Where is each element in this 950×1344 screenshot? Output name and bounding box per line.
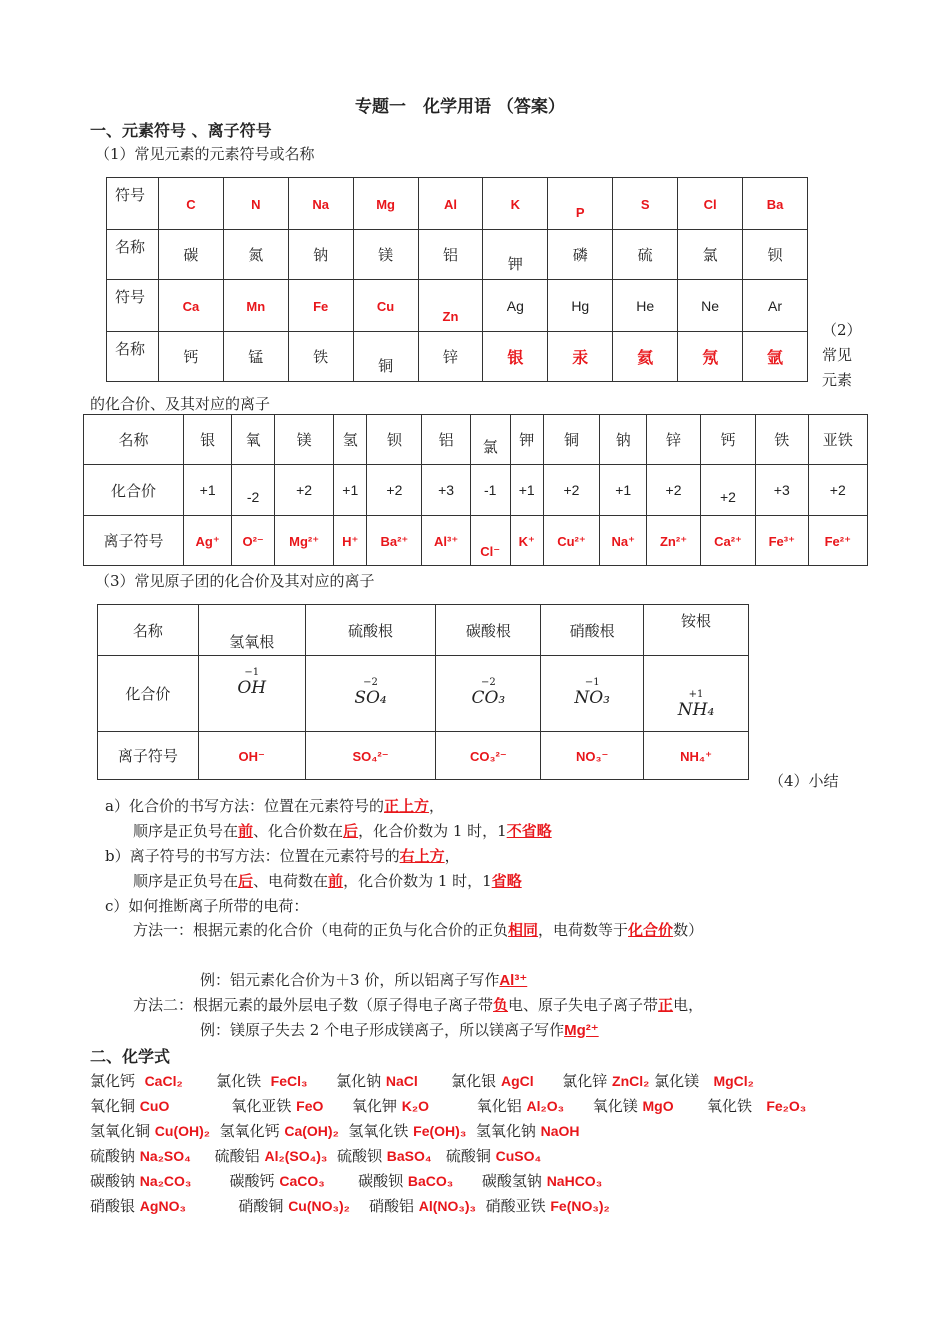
- compound-formula: AgNO₃: [139, 1198, 186, 1214]
- summary-a1: a）化合价的书写方法：位置在元素符号的正上方，: [105, 797, 444, 815]
- valence-formula: CO₃: [471, 688, 506, 708]
- compound-name: 氧化钾: [352, 1097, 398, 1115]
- answer-blank: 化合价: [628, 922, 674, 939]
- table-row: [107, 280, 808, 332]
- element-symbol: N: [251, 196, 261, 212]
- table-cell: +2: [647, 465, 701, 516]
- summary-text: 电，: [673, 996, 704, 1014]
- element-symbol: Ne: [678, 280, 743, 332]
- answer-blank: 正: [658, 997, 674, 1014]
- element-symbol: K: [510, 196, 521, 212]
- part2-continue: 的化合价、及其对应的离子: [90, 395, 271, 413]
- summary-text: 方法二：根据元素的最外层电子数（原子得电子离子带: [133, 996, 494, 1014]
- table-cell: 铝: [422, 415, 470, 465]
- element-name: 碳: [158, 230, 223, 280]
- table-row: [84, 465, 868, 516]
- element-name: 氖: [702, 350, 719, 367]
- ion-symbol: Na⁺: [611, 533, 635, 549]
- compound-name: 硝酸亚铁: [485, 1197, 546, 1215]
- compound-formula: Fe₂O₃: [766, 1098, 807, 1114]
- compound-formula: BaSO₄: [386, 1148, 432, 1164]
- element-symbol: Ag: [483, 280, 548, 332]
- element-name: 氩: [767, 350, 784, 367]
- valence-formula: NH₄: [677, 700, 715, 720]
- table-cell: +2: [274, 465, 333, 516]
- element-symbol: Cu: [376, 298, 395, 314]
- table-row: [84, 516, 868, 566]
- compound-formula: Al₂(SO₄)₃: [264, 1148, 328, 1164]
- compound-formula: CaCO₃: [279, 1173, 325, 1189]
- compound-name: 氢氧化钙: [219, 1122, 280, 1140]
- ion-symbol: O²⁻: [242, 533, 264, 549]
- answer-blank: 后: [343, 823, 359, 840]
- element-name: 镁: [353, 230, 418, 280]
- compound-formula: CaCl₂: [144, 1073, 183, 1089]
- compound-name: 硫酸钡: [336, 1147, 382, 1165]
- summary-b1: b）离子符号的书写方法：位置在元素符号的右上方，: [105, 847, 460, 865]
- section1-heading: 一、元素符号 、离子符号: [90, 121, 272, 140]
- formula-row: [90, 1095, 806, 1116]
- summary-a2: [133, 820, 552, 841]
- formula-row: [90, 1145, 541, 1166]
- part2-side-label: （2）常见元素: [822, 321, 862, 389]
- element-name: 氮: [223, 230, 288, 280]
- ion-symbol: Al³⁺: [433, 533, 459, 549]
- compound-name: 氯化钙: [90, 1072, 136, 1090]
- table-row: [98, 605, 749, 656]
- summary-text: 顺序是正负号在: [133, 822, 239, 840]
- valence-formula: OH: [237, 678, 267, 698]
- table-cell: 钡: [367, 415, 422, 465]
- compound-name: 氧化镁: [592, 1097, 638, 1115]
- element-symbol: Hg: [548, 280, 613, 332]
- ion-symbol: H⁺: [342, 533, 359, 549]
- element-symbol: Fe: [313, 298, 329, 314]
- element-name: 硫: [613, 230, 678, 280]
- table-cell: 铜: [543, 415, 600, 465]
- ion-symbol: NH₄⁺: [680, 748, 712, 764]
- compound-name: 氢氧化铁: [348, 1122, 409, 1140]
- table-cell: 氢氧根: [198, 605, 305, 656]
- part4-heading: （4）小结: [769, 772, 839, 790]
- table-cell: 锌: [647, 415, 701, 465]
- answer-blank: 省略: [491, 873, 522, 890]
- ion-symbol: SO₄²⁻: [352, 748, 389, 764]
- element-symbol: C: [186, 196, 196, 212]
- summary-text: b）离子符号的书写方法：位置在元素符号的: [105, 847, 400, 865]
- table-cell: 硫酸根: [305, 605, 436, 656]
- compound-formula: FeO: [296, 1098, 324, 1114]
- table-cell: 氢: [334, 415, 367, 465]
- table-cell: 钾: [510, 415, 543, 465]
- compound-name: 碳酸氢钠: [481, 1172, 542, 1190]
- valence-cell: [436, 656, 541, 732]
- valence-table: [83, 414, 868, 566]
- compound-formula: Ca(OH)₂: [284, 1123, 339, 1139]
- table-cell: +1: [510, 465, 543, 516]
- valence-mark: +1: [688, 689, 704, 700]
- compound-name: 氢氧化钠: [475, 1122, 536, 1140]
- valence-mark: −2: [480, 677, 496, 688]
- ion-symbol: Cl⁻: [480, 543, 501, 559]
- valence-formula: SO₄: [354, 688, 387, 708]
- answer-blank: 不省略: [506, 823, 552, 840]
- table-cell: +2: [543, 465, 600, 516]
- answer-blank: Al³⁺: [499, 972, 528, 989]
- compound-name: 氧化铁: [707, 1097, 753, 1115]
- row-label: 名称: [107, 230, 159, 280]
- summary-text: 、电荷数在: [253, 872, 329, 890]
- element-name: 钡: [743, 230, 808, 280]
- header-valence: 化合价: [84, 465, 184, 516]
- compound-formula: Na₂SO₄: [139, 1148, 191, 1164]
- header-valence: 化合价: [98, 656, 199, 732]
- section2-heading: 二、化学式: [90, 1047, 171, 1066]
- element-name: 氦: [637, 350, 654, 367]
- compound-name: 硫酸铜: [445, 1147, 491, 1165]
- element-name: 锰: [223, 332, 288, 382]
- header-name: 名称: [98, 605, 199, 656]
- ion-symbol: Ba²⁺: [380, 533, 409, 549]
- table-row: [84, 415, 868, 465]
- valence-cell: [541, 656, 644, 732]
- header-ion: 离子符号: [98, 732, 199, 780]
- compound-formula: NaCl: [385, 1073, 418, 1089]
- table-cell: +2: [808, 465, 868, 516]
- compound-name: 氧化铜: [90, 1097, 136, 1115]
- answer-blank: Mg²⁺: [564, 1022, 599, 1039]
- summary-example1: [200, 969, 527, 990]
- compound-name: 氯化铁: [216, 1072, 262, 1090]
- compound-formula: NaOH: [540, 1123, 580, 1139]
- compound-name: 氯化锌: [562, 1072, 608, 1090]
- compound-formula: NaHCO₃: [546, 1173, 603, 1189]
- summary-text: ，化合价数为 1 时，1: [358, 822, 507, 840]
- compound-name: 碳酸钠: [90, 1172, 136, 1190]
- compound-formula: Fe(OH)₃: [413, 1123, 467, 1139]
- compound-formula: MgO: [642, 1098, 674, 1114]
- radical-table: [97, 604, 749, 780]
- compound-name: 硝酸铜: [238, 1197, 284, 1215]
- element-symbol: Al: [443, 196, 457, 212]
- table-cell: +3: [756, 465, 808, 516]
- compound-formula: Fe(NO₃)₂: [550, 1198, 610, 1214]
- table-cell: 亚铁: [808, 415, 868, 465]
- element-symbol: Na: [312, 196, 329, 212]
- table-row: [98, 732, 749, 780]
- compound-formula: Cu(OH)₂: [154, 1123, 211, 1139]
- answer-blank: 前: [238, 823, 254, 840]
- element-symbol: Mg: [376, 196, 395, 212]
- valence-mark: −2: [363, 677, 378, 688]
- table-cell: 镁: [274, 415, 333, 465]
- row-label: 符号: [107, 280, 159, 332]
- table-cell: 氯: [470, 415, 510, 465]
- compound-name: 碳酸钡: [358, 1172, 404, 1190]
- compound-formula: Na₂CO₃: [139, 1173, 192, 1189]
- answer-blank: 后: [238, 873, 254, 890]
- element-symbol: Cl: [703, 196, 717, 212]
- compound-name: 氧化铝: [476, 1097, 522, 1115]
- answer-blank: 负: [493, 997, 509, 1014]
- answer-blank: 右上方: [399, 848, 445, 865]
- compound-name: 硫酸钠: [90, 1147, 136, 1165]
- ion-symbol: Ca²⁺: [714, 533, 742, 549]
- element-name: 钾: [483, 230, 548, 280]
- element-name: 铜: [353, 332, 418, 382]
- part3-heading: （3）常见原子团的化合价及其对应的离子: [95, 572, 375, 590]
- ion-symbol: K⁺: [518, 533, 535, 549]
- summary-text: a）化合价的书写方法：位置在元素符号的: [105, 797, 384, 815]
- element-name: 钠: [288, 230, 353, 280]
- table-cell: +2: [700, 465, 755, 516]
- element-name: 汞: [572, 350, 589, 367]
- summary-b2: [133, 870, 522, 891]
- element-name: 锌: [418, 332, 483, 382]
- table-cell: 氧: [232, 415, 275, 465]
- element-name: 磷: [548, 230, 613, 280]
- table-cell: 银: [184, 415, 232, 465]
- answer-blank: 正上方: [383, 798, 429, 815]
- element-symbol: P: [575, 204, 585, 220]
- element-symbol: Ca: [182, 298, 200, 314]
- element-symbol: Zn: [442, 308, 459, 324]
- compound-formula: K₂O: [401, 1098, 430, 1114]
- valence-mark: −1: [584, 677, 600, 688]
- summary-text: 数）: [673, 921, 704, 939]
- ion-symbol: Fe²⁺: [824, 533, 851, 549]
- compound-formula: Cu(NO₃)₂: [288, 1198, 350, 1214]
- compound-name: 硫酸铝: [214, 1147, 260, 1165]
- compound-name: 氯化镁: [654, 1072, 700, 1090]
- part1-heading: （1）常见元素的元素符号或名称: [95, 145, 315, 163]
- formula-row: [90, 1195, 610, 1216]
- table-cell: 铁: [756, 415, 808, 465]
- table-cell: -1: [470, 465, 510, 516]
- table-row: [107, 178, 808, 230]
- ion-symbol: NO₃⁻: [576, 748, 609, 764]
- header-ion: 离子符号: [84, 516, 184, 566]
- compound-formula: MgCl₂: [713, 1073, 754, 1089]
- table-row: [107, 332, 808, 382]
- valence-cell: [198, 656, 305, 732]
- element-symbol: Ba: [766, 196, 784, 212]
- summary-text: 方法一：根据元素的化合价（电荷的正负与化合价的正负: [133, 921, 509, 939]
- answer-blank: 相同: [508, 922, 539, 939]
- table-cell: 硝酸根: [541, 605, 644, 656]
- ion-symbol: OH⁻: [238, 748, 265, 764]
- summary-text: 例：镁原子失去 2 个电子形成镁离子，所以镁离子写作: [200, 1021, 565, 1039]
- summary-text: 顺序是正负号在: [133, 872, 239, 890]
- table-row: [107, 230, 808, 280]
- valence-cell: [644, 656, 749, 732]
- compound-formula: AgCl: [500, 1073, 534, 1089]
- table-cell: 钙: [700, 415, 755, 465]
- table-cell: 碳酸根: [436, 605, 541, 656]
- element-name: 氯: [678, 230, 743, 280]
- valence-formula: NO₃: [574, 688, 610, 708]
- table-cell: 钠: [600, 415, 647, 465]
- compound-formula: ZnCl₂: [612, 1073, 650, 1089]
- summary-text: ，电荷数等于: [538, 921, 629, 939]
- ion-symbol: Fe³⁺: [768, 533, 795, 549]
- compound-name: 硝酸铝: [368, 1197, 414, 1215]
- table-cell: +2: [367, 465, 422, 516]
- summary-text: 、化合价数在: [253, 822, 344, 840]
- element-symbol: Mn: [246, 298, 266, 314]
- summary-text: 电、原子失电子离子带: [508, 996, 659, 1014]
- compound-formula: CuSO₄: [495, 1148, 542, 1164]
- table-cell: +1: [600, 465, 647, 516]
- valence-cell: [305, 656, 436, 732]
- compound-name: 氢氧化铜: [90, 1122, 151, 1140]
- table-cell: +3: [422, 465, 470, 516]
- formula-row: [90, 1170, 602, 1191]
- compound-name: 碳酸钙: [229, 1172, 275, 1190]
- answer-blank: 前: [328, 873, 344, 890]
- element-name: 银: [507, 350, 524, 367]
- compound-name: 氯化银: [451, 1072, 497, 1090]
- table-cell: 铵根: [644, 605, 749, 656]
- row-label: 符号: [107, 178, 159, 230]
- ion-symbol: CO₃²⁻: [469, 748, 507, 764]
- compound-formula: BaCO₃: [407, 1173, 454, 1189]
- summary-method1: [133, 919, 703, 940]
- compound-formula: FeCl₃: [270, 1073, 308, 1089]
- ion-symbol: Cu²⁺: [557, 533, 586, 549]
- element-symbol: Ar: [743, 280, 808, 332]
- summary-method2: [133, 994, 703, 1015]
- element-symbol-table: [106, 177, 808, 382]
- ion-symbol: Mg²⁺: [289, 533, 320, 549]
- compound-formula: Al(NO₃)₃: [418, 1198, 477, 1214]
- element-symbol: S: [640, 196, 650, 212]
- summary-example2: [200, 1019, 599, 1040]
- element-name: 铁: [288, 332, 353, 382]
- element-name: 铝: [418, 230, 483, 280]
- element-symbol: He: [613, 280, 678, 332]
- compound-formula: CuO: [139, 1098, 170, 1114]
- ion-symbol: Ag⁺: [195, 533, 220, 549]
- table-cell: +1: [184, 465, 232, 516]
- formula-row: [90, 1070, 754, 1091]
- row-label: 名称: [107, 332, 159, 382]
- compound-formula: Al₂O₃: [526, 1098, 565, 1114]
- element-name: 钙: [158, 332, 223, 382]
- table-row: [98, 656, 749, 732]
- compound-name: 氯化钠: [336, 1072, 382, 1090]
- summary-text: ，化合价数为 1 时，1: [343, 872, 492, 890]
- ion-symbol: Zn²⁺: [659, 533, 688, 549]
- header-name: 名称: [84, 415, 184, 465]
- table-cell: +1: [334, 465, 367, 516]
- summary-text: 例：铝元素化合价为＋3 价，所以铝离子写作: [200, 971, 500, 989]
- summary-c1: c）如何推断离子所带的电荷：: [105, 897, 309, 915]
- valence-mark: −1: [244, 667, 260, 678]
- page-title: 专题一 化学用语 （答案）: [355, 97, 565, 117]
- table-cell: -2: [232, 465, 275, 516]
- compound-name: 硝酸银: [90, 1197, 136, 1215]
- formula-row: [90, 1120, 580, 1141]
- compound-name: 氧化亚铁: [231, 1097, 292, 1115]
